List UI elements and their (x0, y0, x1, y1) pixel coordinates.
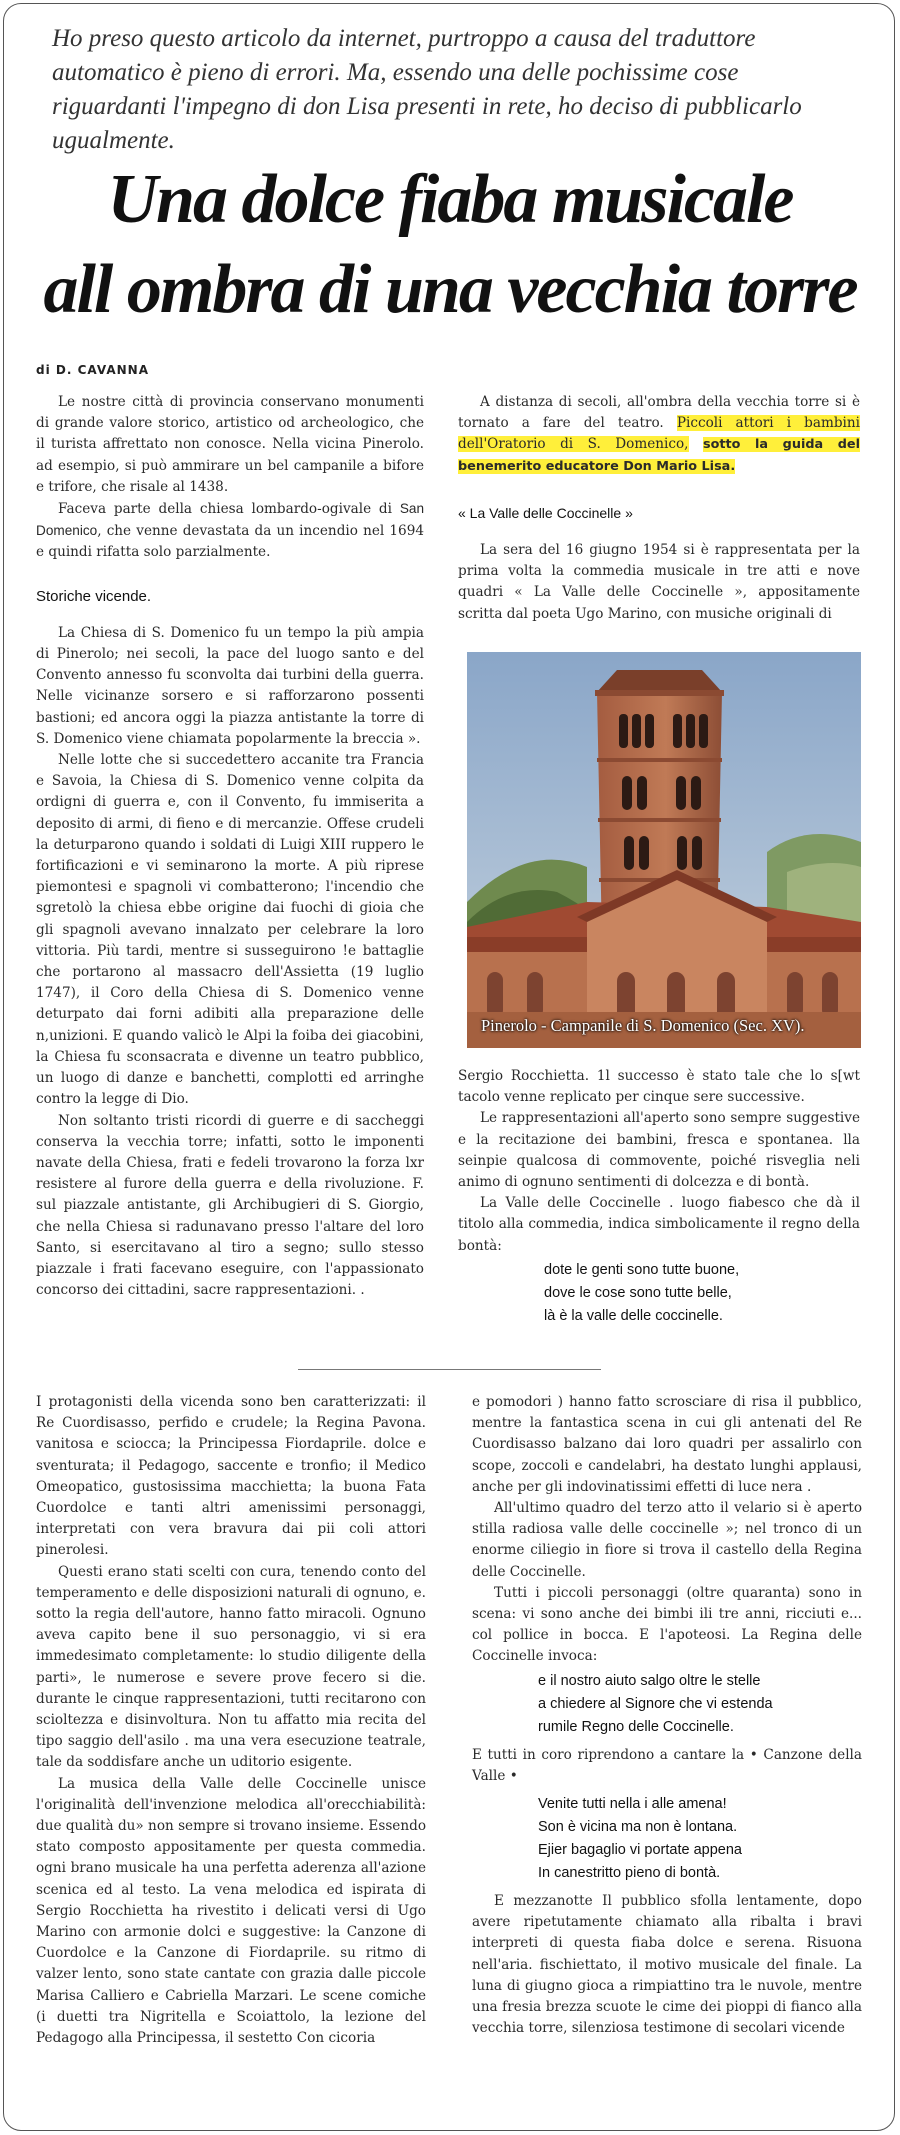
text-run: A distanza di secoli, all'ombra della vecchia torre si è tornato a fare del teatro. (458, 394, 860, 432)
verse-block (544, 1259, 860, 1328)
paragraph: Le nostre città di provincia conservano monumenti di grande valore storico, artistico od archeologico, che il turista affrettato non conosce. Nella vicina Pinerolo. ad esempio, si può ammirare un bel campanile a bifore e trifore, che risale al 1438. (36, 394, 424, 495)
paragraph: All'ultimo quadro del terzo atto il velario si è aperto stilla radiosa valle delle coccinelle »; nel tronco di un enorme ciliegio in fiore si trova il castello della Regina delle Coccinelle. (472, 1500, 862, 1580)
paragraph: La sera del 16 giugno 1954 si è rappresentata per la prima volta la commedia musicale in tre atti e nove quadri « La Valle delle Coccinelle », appositamente scritta dal poeta Ugo Marino, con musiche originali di (458, 542, 860, 622)
paragraph: E mezzanotte Il pubblico sfolla lentamente, dopo avere ripetutamente chiamato alla ribalta i bravi interpreti di questa fiaba dolce e serena. Risuona nell'aria. fischiettato, il motivo musicale del finale. La luna di giugno gioca a rimpiattino tra le nuvole, mentre una fresia brezza scuote le cime dei pioppi di fianco alla vecchia torre, silenziosa testimone di secolari vicende (472, 1893, 862, 2037)
intro-note: Ho preso questo articolo da internet, purtroppo a causa del traduttore automatico è pieno di errori. Ma, essendo una delle pochissime cose riguardanti l'impegno di don Lisa presenti in rete, ho deciso di pubblicarlo ugualmente. (52, 25, 802, 154)
paragraph: Questi erano stati scelti con cura, tenendo conto del temperamento e delle disposizioni naturali di ognuno, e. sotto la regia dell'autore, hanno fatto miracoli. Ognuno aveva capito bene il suo personaggio, vi si era immedesimato completamente: lo studio diligente della parti», le numerose e severe prove fecero si die. durante le cinque rappresentazioni, tutti recitarono con scioltezza e disinvoltura. Non tu affatto mia recita del tipo saggio dell'asilo . ma una vera esecuzione teatrale, tale da soddisfare anche un uditorio esigente. (36, 1563, 426, 1771)
campanile-photo (467, 652, 861, 1048)
highlighted-text: Piccoli attori i bambini dell'Oratorio di S. Domenico, (458, 415, 860, 453)
verse-line: là è la valle delle coccinelle. (544, 1307, 723, 1324)
highlighted-bold-text: sotto la guida del benemerito educatore Don Mario Lisa. (458, 437, 860, 474)
paragraph: e pomodori ) hanno fatto scrosciare di risa il pubblico, mentre la fantastica scena in cui gli antenati del Re Cuordisasso balzano dai loro quadri per assalirlo con scope, zoccoli e candelabri, ha destato lunghi applausi, anche per gli indovinatissimi effetti di luce nera . (472, 1394, 862, 1495)
campanile-illustration (467, 652, 861, 1048)
verse-block (538, 1670, 862, 1739)
verse-line: In canestritto pieno di bontà. (538, 1865, 721, 1882)
paragraph: I protagonisti della vicenda sono ben caratterizzati: il Re Cuordisasso, perfido e crudele; la Regina Pavona. vanitosa e sciocca; la Principessa Fiordaprile. dolce e sventurata; il Pedagogo, saccente e tronfio; il Medico Omeopatico, gustosissima macchietta; la buona Fata Cuordolce e tanti altri amenissimi personaggi, interpretati con vera bravura dai pii coli attori pinerolesi. (36, 1394, 426, 1559)
paragraph: Tutti i piccoli personaggi (oltre quaranta) sono in scena: vi sono anche dei bimbi ili tre anni, ricciuti e... col pollice in bocca. E l'apoteosi. La Regina delle Coccinelle invoca: (472, 1584, 862, 1665)
verse-line: Son è vicina ma non è lontana. (538, 1819, 738, 1836)
paragraph: Le rappresentazioni all'aperto sono sempre suggestive e la recitazione dei bambini, fresca e spontanea. lla seinpie qualcosa di commovente, poiché risveglia neli animo di ognuno sentimenti di dolcezza e di bontà. (458, 1110, 860, 1191)
verse-line: dove le cose sono tutte belle, (544, 1284, 732, 1301)
paragraph: La musica della Valle delle Coccinelle unisce l'originalità dell'invenzione melodica all'orecchiabilità: due qualità du» non sempre si trovano insieme. Essendo stato composto appositamente per questa commedia. ogni brano musicale ha una perfetta aderenza all'azione scenica ed al testo. La vena melodica ed ispirata di Sergio Rocchietta ha rivestito i delicati versi di Ugo Marino con armonie dolci e suggestive: la Canzone di Cuordolce e la Canzone di Fiordaprile. su ritmo di valzer lento, sono state cantate con grazia dalle piccole Marisa Calliero e Cabriella Marzari. Le scene comiche (i duetti tra Nigritella e Scoiattolo, la lezione del Pedagogo alla Principessa, il sestetto Con cicoria (36, 1775, 426, 2047)
photo-caption: Pinerolo - Campanile di S. Domenico (Sec. XV). (481, 1016, 805, 1035)
paragraph (36, 498, 424, 564)
column-4 (36, 1392, 426, 2049)
paragraph: Non soltanto tristi ricordi di guerre e di saccheggi conserva la vecchia torre; infatti, sotto le imponenti navate della Chiesa, frati e fedeli trovarono la forza lxr resistere al furore della guerra e della rivoluzione. F. sul piazzale antistante, gli Archibugieri di S. Giorgio, che nella Chiesa si radunavano presso l'altare del loro Santo, si esercitavano al tiro a segno; sullo stesso piazzale i frati facevano eseguire, con l'appassionato concorso dei cittadini, sacre rappresentazioni. . (36, 1112, 424, 1299)
paragraph (458, 392, 860, 477)
verse-line: rumile Regno delle Coccinelle. (538, 1718, 734, 1735)
byline: di D. CAVANNA (36, 363, 149, 377)
column-2 (458, 392, 860, 625)
article-title-line-2: all ombra di una vecchia torre (43, 251, 857, 328)
paragraph: La Valle delle Coccinelle . luogo fiabesco che dà il titolo alla commedia, indica simbolicamente il regno della bontà: (458, 1195, 860, 1254)
section-divider (298, 1369, 601, 1370)
verse-block (538, 1793, 862, 1885)
column-1 (36, 392, 424, 1301)
text-run: Faceva parte della chiesa lombardo-ogivale di (58, 501, 392, 518)
verse-line: dote le genti sono tutte buone, (544, 1261, 740, 1278)
text-run: , che venne devastata da un incendio nel 1694 e quindi rifatta solo parzialmente. (36, 523, 424, 561)
place-name: San Domenico (36, 501, 425, 539)
article-title-line-1: Una dolce fiaba musicale (107, 161, 793, 238)
verse-line: e il nostro aiuto salgo oltre le stelle (538, 1672, 761, 1689)
verse-line: Ejier bagaglio vi portate appena (538, 1842, 742, 1859)
section-heading: « La Valle delle Coccinelle » (458, 504, 633, 521)
paragraph: La Chiesa di S. Domenico fu un tempo la più ampia di Pinerolo; nei secoli, la pace del luogo santo e del Convento annesso fu sconvolta dai turbini della guerra. Nelle vicinanze sorsero e si rafforzarono possenti bastioni; ed ancora oggi la piazza antistante la torre di S. Domenico viene chiamata popolarmente la breccia ». (36, 624, 424, 747)
column-3 (458, 1066, 860, 1328)
paragraph: Nelle lotte che si succedettero accanite tra Francia e Savoia, la Chiesa di S. Domenico venne colpita da ordigni di guerra e, con il Convento, fu immiserita a deposito di armi, di fieno e di mercanzie. Offese crudeli la deturparono quando i soldati di Luigi XIII ruppero le fortificazioni e vi seminarono la morte. A più riprese piemontesi e spagnoli vi combatterono; l'incendio che sgretolò la chiesa ebbe origine dai fuochi di gioia che gli spagnoli avevano innalzato per celebrare la loro vittoria. Più tardi, mentre si susseguirono !e battaglie che portarono al massacro dell'Assietta (19 luglio 1747), il Coro della Chiesa di S. Domenico venne deturpato dai forni adibiti alla preparazione delle n,unizioni. E quando valicò le Alpi la foiba dei giacobini, la Chiesa fu sconsacrata e divenne un teatro pubblico, un luogo di danze e banchetti, complotti ed arringhe contro la legge di Dio. (36, 752, 424, 1108)
verse-line: Venite tutti nella i alle amena! (538, 1796, 727, 1813)
section-heading: Storiche vicende. (36, 587, 152, 605)
paragraph: E tutti in coro riprendono a cantare la • Canzone della Valle • (472, 1746, 862, 1784)
paragraph: Sergio Rocchietta. 1l successo è stato tale che lo s[wt tacolo venne replicato per cinque sere successive. (458, 1068, 860, 1106)
verse-line: a chiedere al Signore che vi estenda (538, 1695, 773, 1712)
column-5 (472, 1392, 862, 2039)
